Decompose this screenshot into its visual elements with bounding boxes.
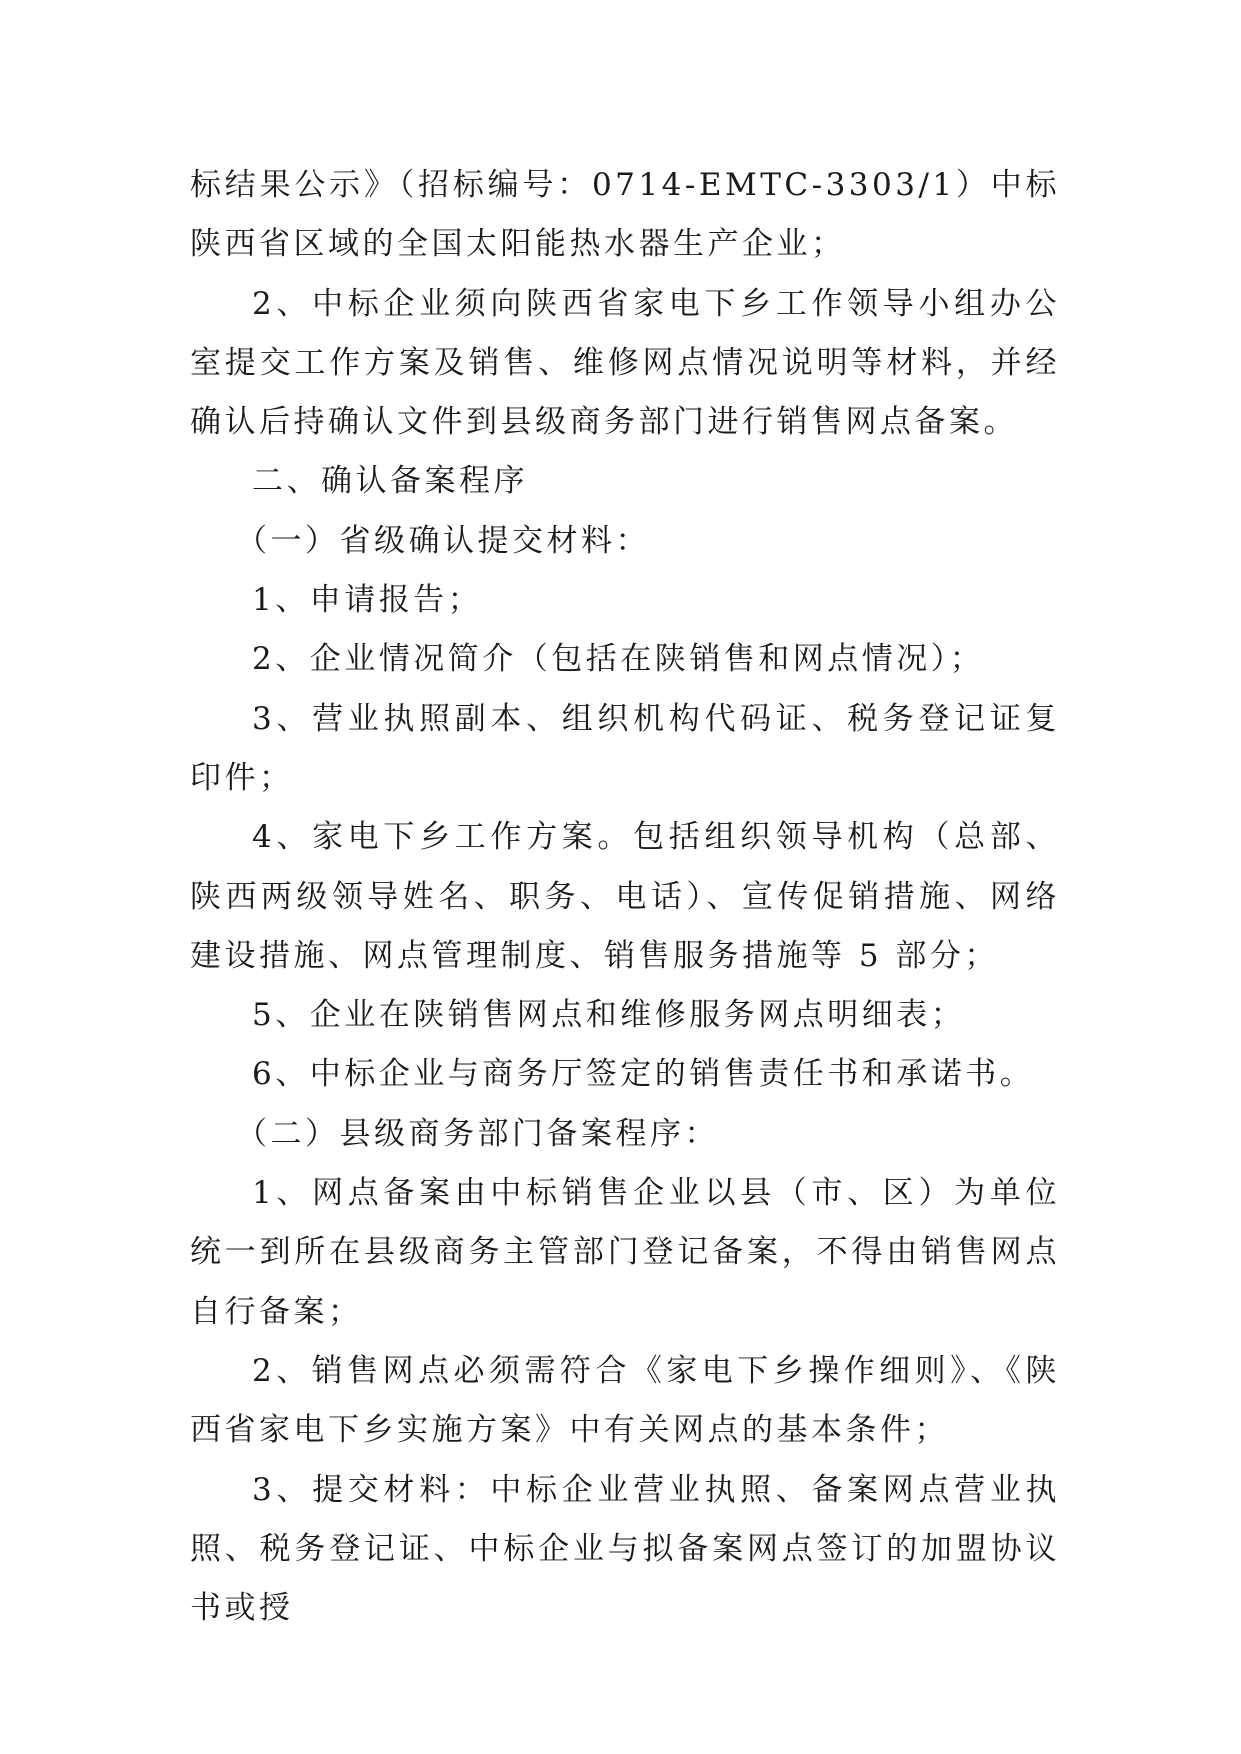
paragraph-item-2: 2、中标企业须向陕西省家电下乡工作领导小组办公室提交工作方案及销售、维修网点情况说明等材料，并经确认后持确认文件到县级商务部门进行销售网点备案。 [190,285,1060,441]
list-item: 3、提交材料：中标企业营业执照、备案网点营业执照、税务登记证、中标企业与拟备案网点签订的加盟协议书或授 [190,1471,1060,1627]
subsection-heading-county: （二）县级商务部门备案程序： [236,1115,719,1152]
list-item: 1、申请报告； [252,582,483,619]
list-item: 3、营业执照副本、组织机构代码证、税务登记证复印件； [190,700,1060,796]
list-item: 2、企业情况简介（包括在陕销售和网点情况）； [252,641,985,678]
list-item: 4、家电下乡工作方案。包括组织领导机构（总部、陕西两级领导姓名、职务、电话）、宣传促销措施、网络建设措施、网点管理制度、销售服务措施等 5 部分； [190,819,1060,974]
list-item: 2、销售网点必须需符合《家电下乡操作细则》、《陕西省家电下乡实施方案》中有关网点的基本条件； [190,1352,1060,1449]
subsection-heading-provincial: （一）省级确认提交材料： [236,522,650,559]
list-item: 6、中标企业与商务厅签定的销售责任书和承诺书。 [252,1056,1035,1093]
document-page [190,156,1060,1638]
list-item: 5、企业在陕销售网点和维修服务网点明细表； [252,997,966,1034]
paragraph-continuation: 标结果公示》（招标编号：0714-EMTC-3303/1）中标陕西省区域的全国太阳能热水器生产企业； [190,167,1060,263]
list-item: 1、网点备案由中标销售企业以县（市、区）为单位统一到所在县级商务主管部门登记备案，不得由销售网点自行备案； [190,1175,1060,1330]
section-heading-procedure: 二、确认备案程序 [252,463,528,500]
